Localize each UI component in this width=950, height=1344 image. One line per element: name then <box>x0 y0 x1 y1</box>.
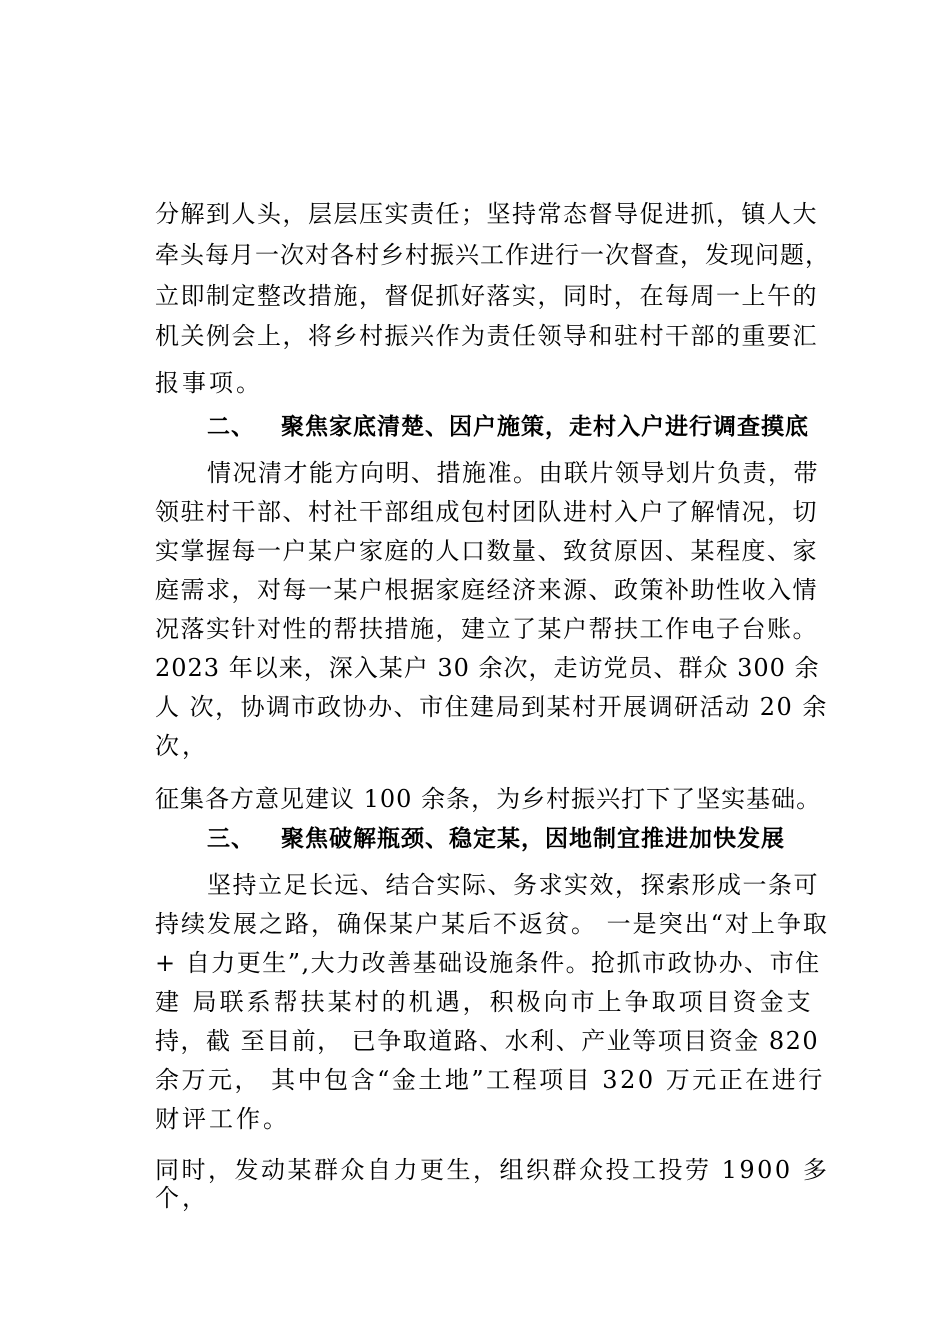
text-line: 报事项。 <box>155 369 263 397</box>
text-line: + 自力更生”,大力改善基础设施条件。抢抓市政协办、市住 <box>155 949 821 977</box>
text-line: 2023 年以来，深入某户 30 余次，走访党员、群众 300 余 <box>155 654 820 682</box>
section-heading-3 <box>207 824 785 854</box>
text-line: 持续发展之路，确保某户某后不返贫。 一是突出“对上争取 <box>155 910 829 938</box>
text-line: 牵头每月一次对各村乡村振兴工作进行一次督查，发现问题， <box>155 241 830 269</box>
text-line: 况落实针对性的帮扶措施，建立了某户帮扶工作电子台账。 <box>155 615 818 643</box>
text-line: 人 次，协调市政协办、市住建局到某村开展调研活动 20 余 <box>155 693 828 721</box>
heading-number: 三、 <box>207 826 255 852</box>
text-line: 领驻村干部、村社干部组成包村团队进村入户了解情况，切 <box>155 498 818 526</box>
text-line: 余万元， 其中包含“金土地”工程项目 320 万元正在进行 <box>155 1066 825 1094</box>
text-line: 立即制定整改措施，督促抓好落实，同时，在每周一上午的 <box>155 282 818 310</box>
text-line: 坚持立足长远、结合实际、务求实效，探索形成一条可 <box>207 871 819 899</box>
text-line: 财评工作。 <box>155 1105 290 1133</box>
heading-text: 聚焦家底清楚、因户施策，走村入户进行调查摸底 <box>281 414 809 440</box>
heading-number: 二、 <box>207 414 255 440</box>
heading-text: 聚焦破解瓶颈、稳定某，因地制宜推进加快发展 <box>281 826 785 852</box>
text-line: 实掌握每一户某户家庭的人口数量、致贫原因、某程度、家 <box>155 537 818 565</box>
text-line: 建 局联系帮扶某村的机遇，积极向市上争取项目资金支 <box>155 988 814 1016</box>
section-heading-2 <box>207 412 809 442</box>
text-line: 分解到人头，层层压实责任；坚持常态督导促进抓，镇人大 <box>155 200 818 228</box>
text-line: 庭需求，对每一某户根据家庭经济来源、政策补助性收入情 <box>155 576 818 604</box>
text-line: 个， <box>155 1184 209 1212</box>
text-line: 次， <box>155 732 209 760</box>
text-line: 持，截 至目前， 已争取道路、水利、产业等项目资金 820 <box>155 1027 820 1055</box>
text-line: 征集各方意见建议 100 余条，为乡村振兴打下了坚实基础。 <box>155 785 822 813</box>
text-line: 同时，发动某群众自力更生，组织群众投工投劳 1900 多 <box>155 1156 830 1184</box>
text-line: 机关例会上，将乡村振兴作为责任领导和驻村干部的重要汇 <box>155 322 818 350</box>
text-line: 情况清才能方向明、措施准。由联片领导划片负责，带 <box>207 459 819 487</box>
